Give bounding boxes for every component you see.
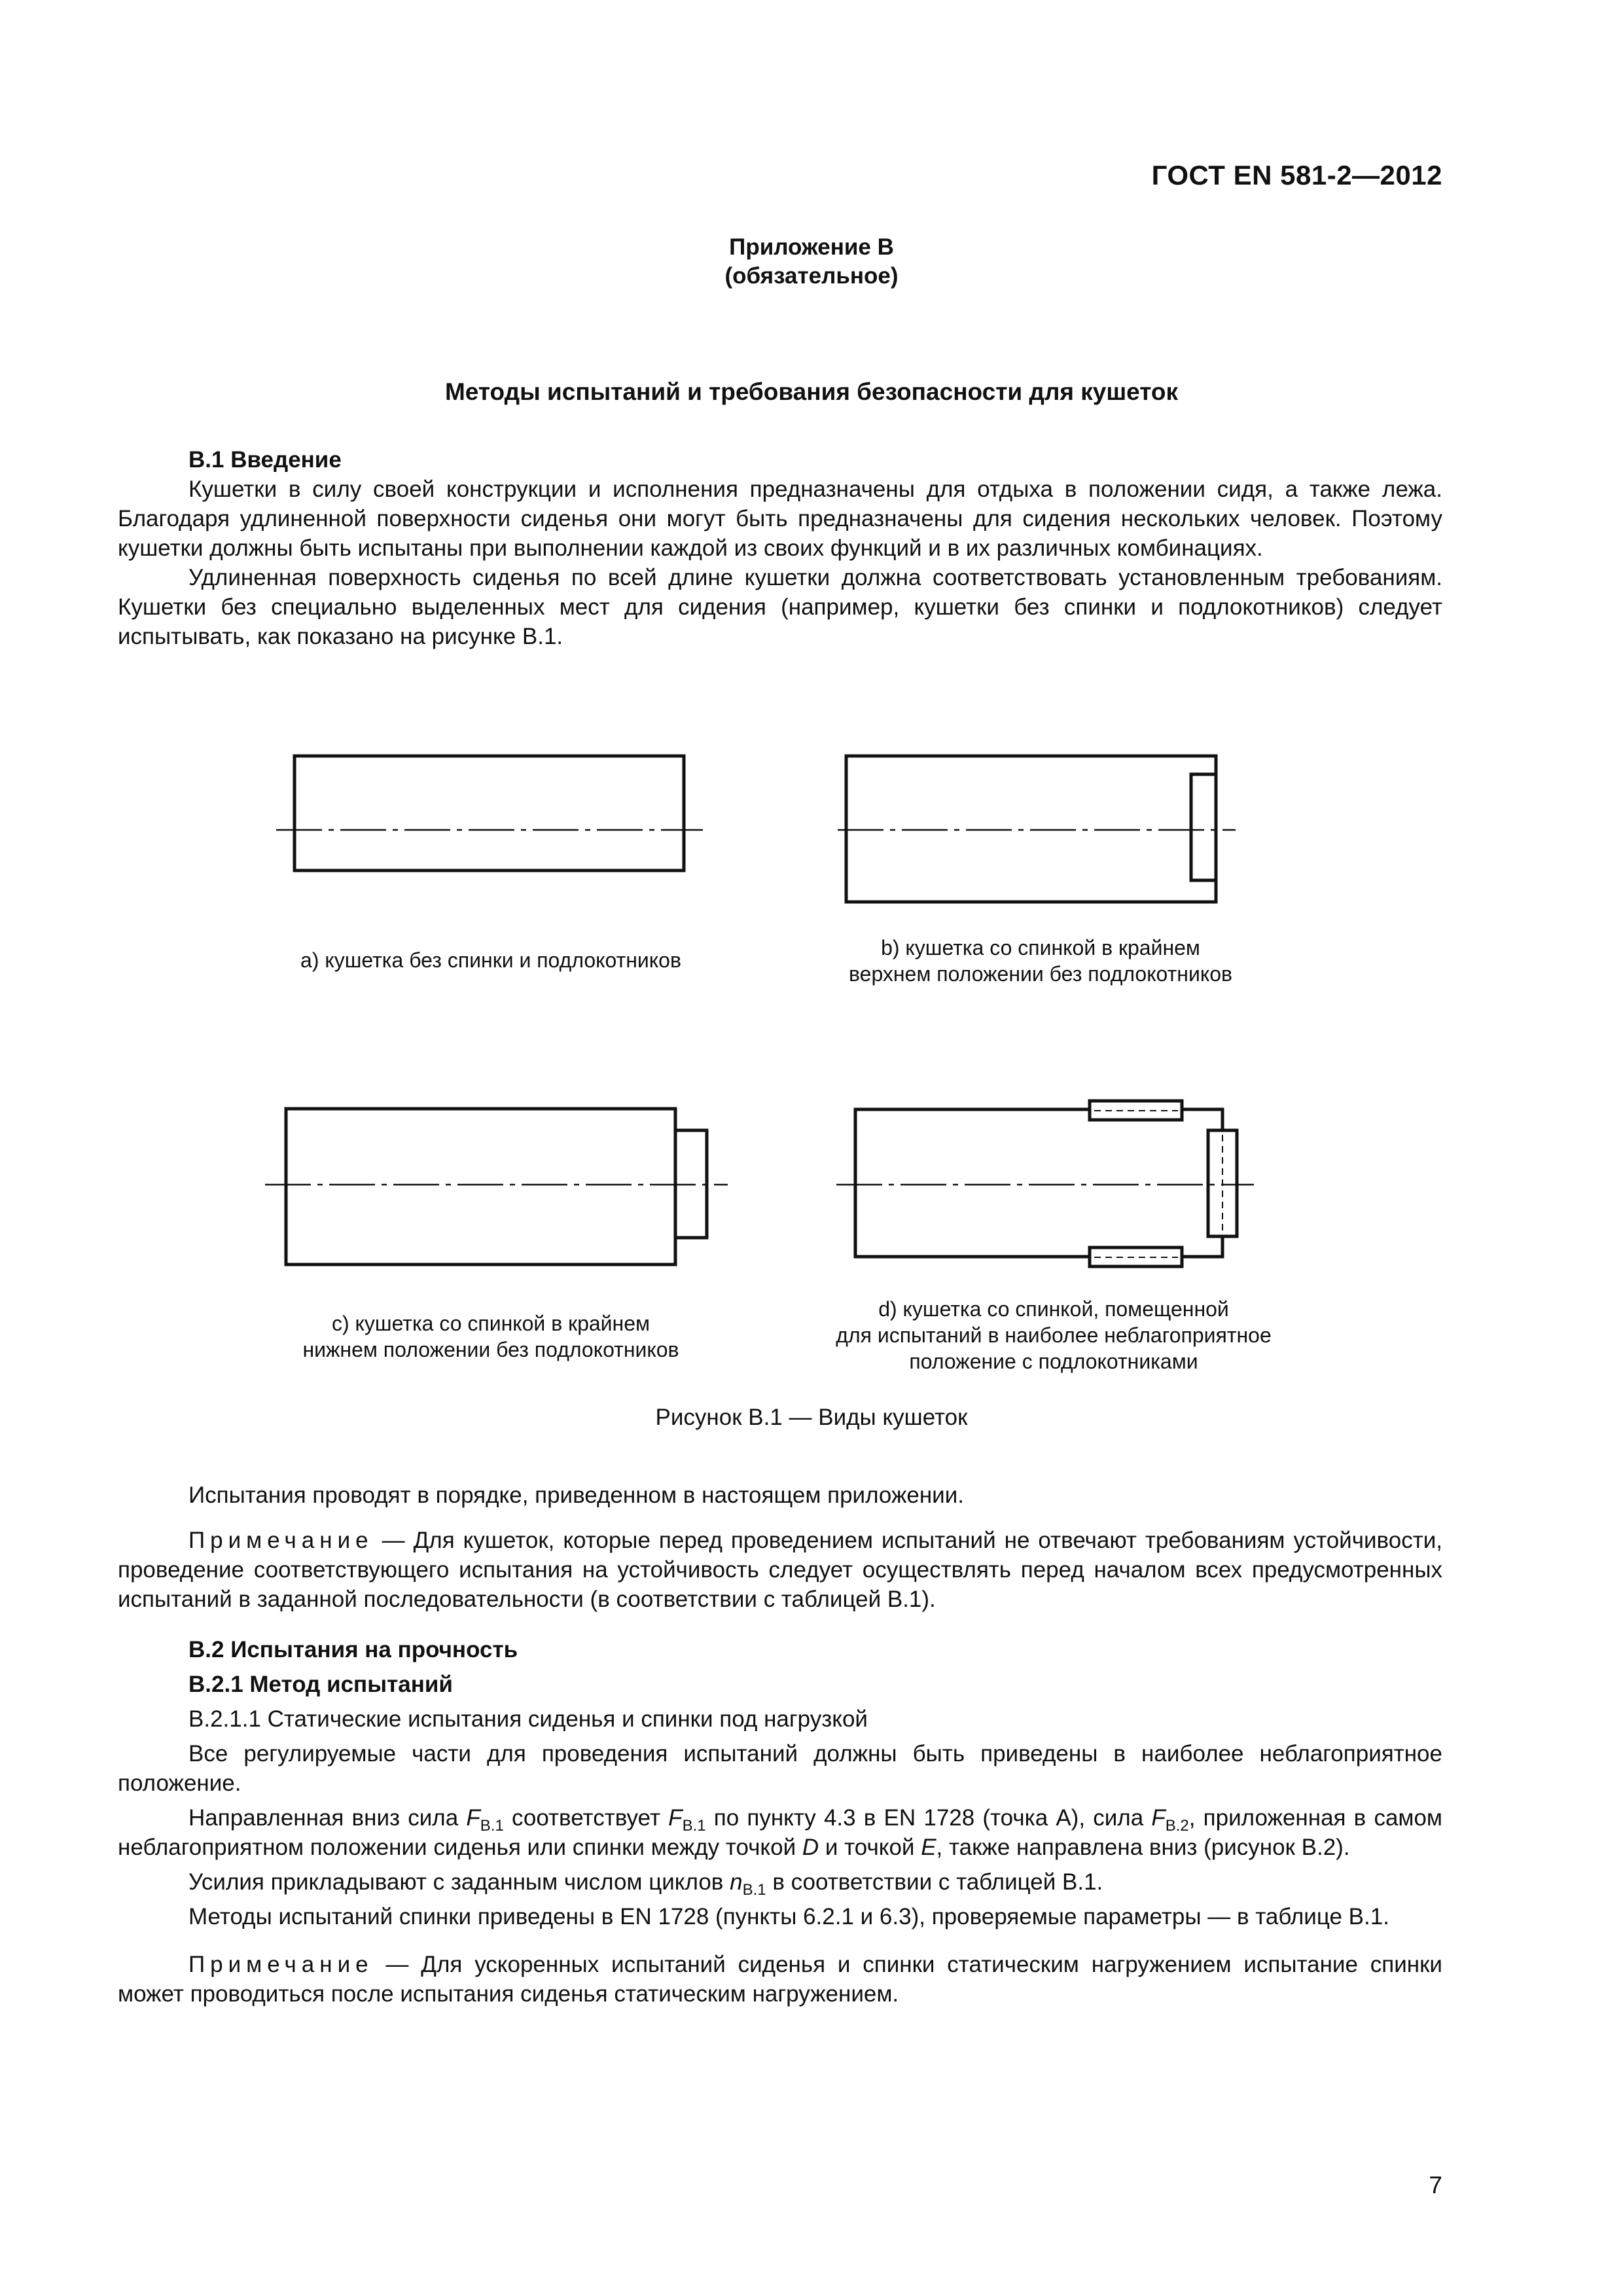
b2-paragraph-4: Методы испытаний спинки приведены в EN 1728 (пункты 6.2.1 и 6.3), проверяемые параметры — в таблице В.1. — [188, 1904, 1389, 1929]
b1-paragraph-2: Удлиненная поверхность сиденья по всей длине кушетки должна соответствовать установленным требованиям. Кушетки без специально выделенных мест для сидения (например, кушетки без спинки и подлокотников) следует испытывать, как показано на рисунке В.1. — [118, 565, 1442, 649]
page-number: 7 — [1429, 2172, 1442, 2198]
b2-paragraph-2 — [118, 1803, 1442, 1862]
force-symbol-1: F — [466, 1805, 480, 1831]
p2-text-c: по пункту 4.3 в EN 1728 (точка А), сила — [705, 1805, 1152, 1831]
force-sub-3: В.2 — [1165, 1817, 1189, 1835]
note-1 — [118, 1526, 1442, 1614]
figure-caption: Рисунок В.1 — Виды кушеток — [655, 1405, 968, 1430]
p2-text-b: соответствует — [503, 1805, 669, 1831]
b1-heading: В.1 Введение — [188, 447, 342, 473]
caption-c-line-1: с) кушетка со спинкой в крайнем — [331, 1312, 651, 1335]
couch-d-armrest-top — [1090, 1101, 1182, 1120]
b2-paragraph-3 — [118, 1867, 1442, 1897]
couch-a-outline — [294, 756, 684, 870]
b1-paragraph-1: Кушетки в силу своей конструкции и исполнения предназначены для отдыха в положении сидя, а также лежа. Благодаря удлиненной поверхности сиденья они могут быть предназначены для сидения нескольких человек. Поэтому кушетки должны быть испытаны при выполнении каждой из своих функций и в их различных комбинациях. — [118, 476, 1442, 561]
caption-d-line-3: положение с подлокотниками — [909, 1350, 1198, 1373]
force-sub-1: В.1 — [480, 1817, 504, 1835]
annex-status: (обязательное) — [724, 263, 899, 289]
couch-b-backrest — [1191, 774, 1216, 880]
p3-text-a: Усилия прикладывают с заданным числом циклов — [188, 1869, 730, 1895]
note-2-label: Примечание — [188, 1952, 374, 1977]
caption-c-line-2: нижнем положении без подлокотников — [302, 1338, 679, 1361]
force-sub-2: В.1 — [682, 1817, 706, 1835]
section-b2 — [118, 1635, 1442, 2009]
note-1-text: — Для кушеток, которые перед проведением испытаний не отвечают требованиям устойчивости, проведение соответствующего испытания на устойчивость следует осуществлять перед началом всех предусмотренных испытаний в заданной последовательности (в соответствии с таблицей В.1). — [118, 1528, 1442, 1612]
caption-d — [772, 1296, 1335, 1374]
tests-order-paragraph: Испытания проводят в порядке, приведенном в настоящем приложении. — [188, 1482, 965, 1508]
caption-a-line-1: а) кушетка без спинки и подлокотников — [300, 948, 681, 972]
couch-b-outline — [846, 756, 1216, 902]
p2-text-end: , также направлена вниз (рисунок В.2). — [936, 1835, 1350, 1860]
section-title: Методы испытаний и требования безопасности для кушеток — [444, 378, 1179, 405]
note-1-label: Примечание — [188, 1528, 374, 1553]
couch-d-outline — [855, 1109, 1222, 1257]
caption-b — [772, 935, 1309, 987]
b2-paragraph-1: Все регулируемые части для проведения испытаний должны быть приведены в наиболее неблагоприятное положение. — [118, 1741, 1442, 1796]
p3-text-b: в соответствии с таблицей В.1. — [766, 1869, 1103, 1895]
force-symbol-2: F — [668, 1805, 683, 1831]
force-symbol-3: F — [1151, 1805, 1166, 1831]
point-e: E — [921, 1835, 936, 1860]
p2-text-e: и точкой — [819, 1835, 921, 1860]
note-2-text: — Для ускоренных испытаний сиденья и спинки статическим нагружением испытание спинки может проводиться после испытания сиденья статическим нагружением. — [118, 1952, 1442, 2007]
couch-d-armrest-bottom — [1090, 1247, 1182, 1266]
b211-heading: В.2.1.1 Статические испытания сиденья и спинки под нагрузкой — [188, 1706, 868, 1732]
p2-text-a: Направленная вниз сила — [188, 1805, 467, 1831]
note-2 — [118, 1950, 1442, 2009]
point-d: D — [802, 1835, 819, 1860]
caption-d-line-1: d) кушетка со спинкой, помещенной — [878, 1297, 1229, 1321]
couch-c-outline — [286, 1109, 675, 1265]
caption-b-line-2: верхнем положении без подлокотников — [849, 962, 1232, 986]
b21-heading: В.2.1 Метод испытаний — [188, 1672, 453, 1697]
caption-a — [249, 947, 733, 973]
after-figure — [118, 1480, 1442, 1614]
caption-d-line-2: для испытаний в наиболее неблагоприятное — [836, 1323, 1272, 1347]
cycles-symbol: n — [730, 1869, 743, 1895]
p2-text-d: , приложенная в самом неблагоприятном положении сиденья или спинки между точкой — [118, 1805, 1442, 1860]
cycles-sub: В.1 — [742, 1881, 766, 1899]
standard-number: ГОСТ EN 581-2—2012 — [1151, 160, 1442, 190]
b2-heading: В.2 Испытания на прочность — [188, 1637, 518, 1662]
caption-c — [236, 1310, 746, 1363]
caption-b-line-1: b) кушетка со спинкой в крайнем — [881, 936, 1200, 960]
annex-title: Приложение В — [729, 234, 894, 260]
